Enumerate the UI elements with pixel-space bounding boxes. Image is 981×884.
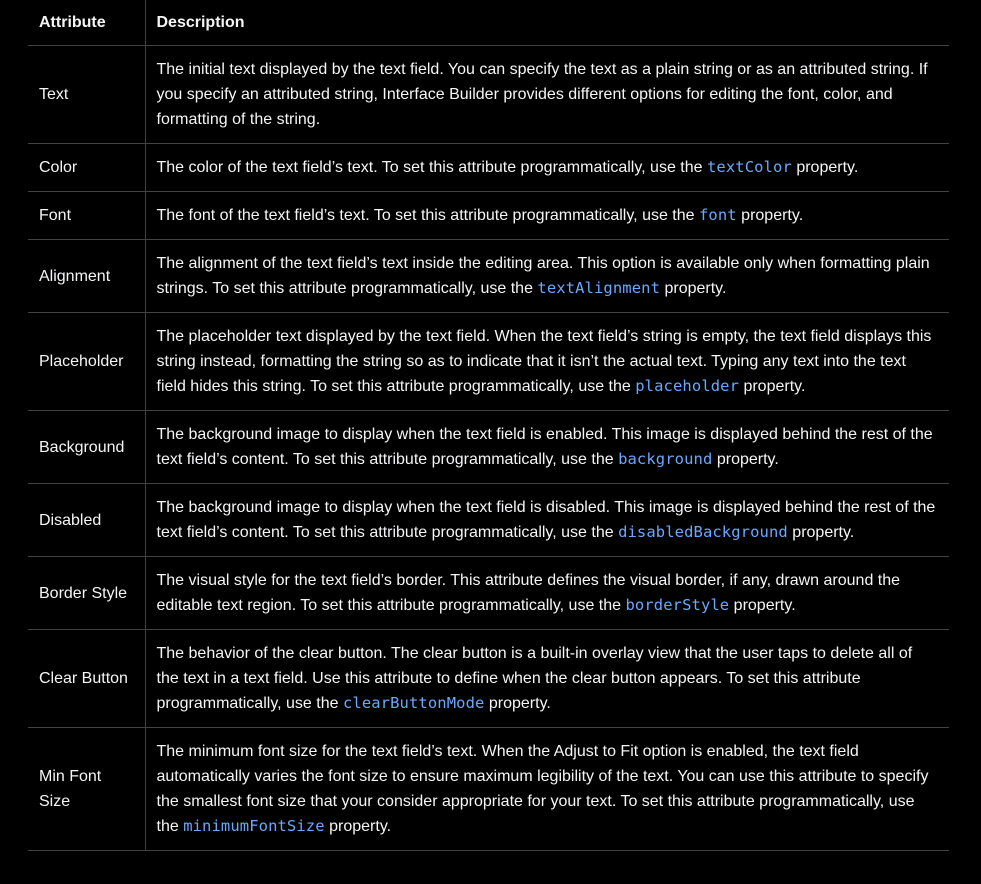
- description-text: The placeholder text displayed by the text field. When the text field’s string is empty, the text field displays this string instead, formatting the string so as to indicate that it isn’t the actual text. Typing any text into the text field hides this string. To set this attribute programmatically, use the: [156, 328, 932, 395]
- property-link[interactable]: placeholder: [635, 377, 739, 395]
- description-cell: [145, 411, 949, 484]
- description-cell: [145, 192, 949, 240]
- property-link[interactable]: font: [699, 206, 737, 224]
- description-cell: [145, 313, 949, 411]
- description-text: The visual style for the text field’s border. This attribute defines the visual border, if any, drawn around the editable text region. To set this attribute programmatically, use the: [156, 572, 901, 614]
- description-cell: [145, 144, 949, 192]
- attribute-cell: Text: [28, 46, 145, 144]
- header-row: [28, 0, 949, 46]
- attribute-cell: Placeholder: [28, 313, 145, 411]
- table-row: [28, 192, 949, 240]
- description-cell: [145, 728, 949, 851]
- attribute-cell: Alignment: [28, 240, 145, 313]
- attribute-cell: Min Font Size: [28, 728, 145, 851]
- table-row: [28, 557, 949, 630]
- property-link[interactable]: minimumFontSize: [183, 817, 325, 835]
- table-row: [28, 411, 949, 484]
- table-header: [28, 0, 949, 46]
- property-link[interactable]: disabledBackground: [618, 523, 788, 541]
- description-text: property.: [484, 695, 551, 712]
- description-cell: [145, 557, 949, 630]
- attribute-cell: Background: [28, 411, 145, 484]
- table-row: [28, 46, 949, 144]
- description-text: The font of the text field’s text. To set this attribute programmatically, use the: [156, 207, 699, 224]
- description-text: property.: [712, 451, 779, 468]
- property-link[interactable]: textAlignment: [537, 279, 661, 297]
- attribute-cell: Clear Button: [28, 630, 145, 728]
- attributes-table-container: [28, 0, 949, 851]
- description-text: property.: [729, 597, 796, 614]
- attribute-cell: Border Style: [28, 557, 145, 630]
- description-text: The color of the text field’s text. To set this attribute programmatically, use the: [156, 159, 707, 176]
- description-text: property.: [324, 818, 392, 835]
- description-text: The behavior of the clear button. The clear button is a built-in overlay view that the user taps to delete all of the text in a text field. Use this attribute to define when the clear button appears. To set this attribute programmatically, use the: [156, 645, 913, 712]
- table-row: [28, 240, 949, 313]
- table-row: [28, 144, 949, 192]
- attribute-cell: Font: [28, 192, 145, 240]
- description-text: The background image to display when the text field is disabled. This image is displayed behind the rest of the text field’s content. To set this attribute programmatically, use the: [156, 499, 936, 541]
- description-text: property.: [739, 378, 806, 395]
- description-text: property.: [787, 524, 855, 541]
- description-text: The background image to display when the text field is enabled. This image is displayed behind the rest of the text field’s content. To set this attribute programmatically, use the: [156, 426, 933, 468]
- table-row: [28, 313, 949, 411]
- table-row: [28, 728, 949, 851]
- description-cell: [145, 484, 949, 557]
- description-cell: [145, 46, 949, 144]
- attribute-column-header: Attribute: [28, 0, 145, 46]
- table-row: [28, 484, 949, 557]
- property-link[interactable]: clearButtonMode: [342, 694, 485, 712]
- description-text: property.: [791, 159, 859, 176]
- description-text: property.: [660, 280, 727, 297]
- property-link[interactable]: borderStyle: [625, 596, 730, 614]
- property-link[interactable]: textColor: [706, 158, 792, 176]
- description-text: property.: [736, 207, 804, 224]
- description-cell: [145, 630, 949, 728]
- description-text: The alignment of the text field’s text inside the editing area. This option is available only when formatting plain strings. To set this attribute programmatically, use the: [156, 255, 930, 297]
- attribute-cell: Color: [28, 144, 145, 192]
- description-cell: [145, 240, 949, 313]
- property-link[interactable]: background: [618, 450, 713, 468]
- description-text: The minimum font size for the text field’s text. When the Adjust to Fit option is enabled, the text field automatically varies the font size to ensure maximum legibility of the text. You can use this attribute to specify the smallest font size that your consider appropriate for your text. To set this attribute programmatically, use the: [156, 743, 929, 835]
- attribute-cell: Disabled: [28, 484, 145, 557]
- description-column-header: Description: [156, 14, 245, 31]
- table-body: [28, 46, 949, 851]
- description-text: The initial text displayed by the text field. You can specify the text as a plain string or as an attributed string. If you specify an attributed string, Interface Builder provides different options for editing the font, color, and formatting of the string.: [156, 61, 928, 128]
- table-row: [28, 630, 949, 728]
- attributes-table: [28, 0, 949, 851]
